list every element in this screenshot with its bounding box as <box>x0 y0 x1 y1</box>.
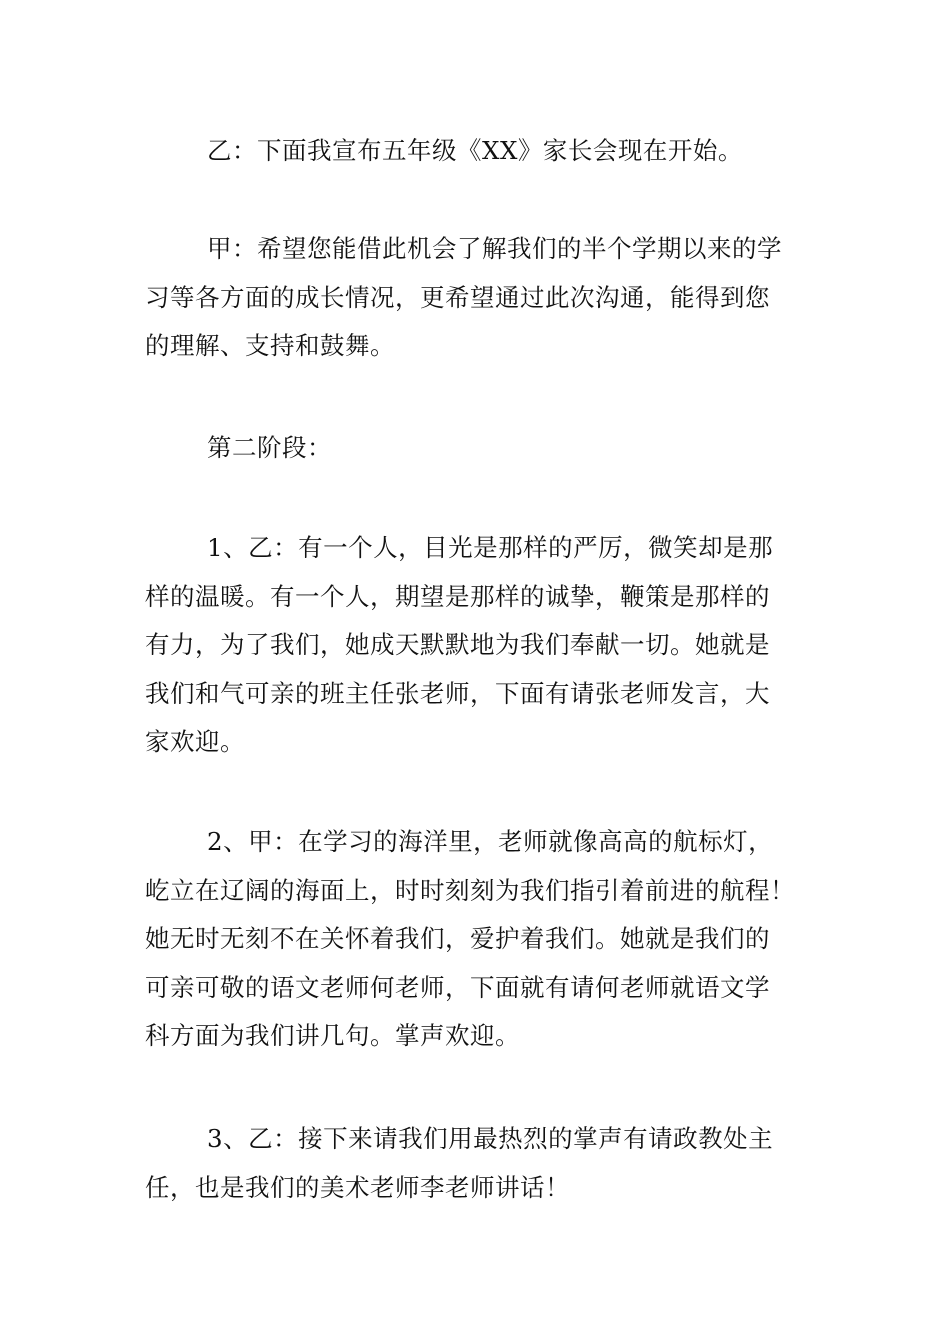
text-line: 1、乙：有一个人，目光是那样的严厉，微笑却是那 <box>207 533 774 562</box>
paragraph-item-3 <box>145 1115 813 1212</box>
text-line: 可亲可敬的语文老师何老师，下面就有请何老师就语文学 <box>145 972 770 1002</box>
text-line: 家欢迎。 <box>145 727 245 756</box>
section-heading-stage-two <box>145 424 813 473</box>
text-line: 第二阶段： <box>207 433 332 462</box>
paragraph-item-1 <box>145 524 813 767</box>
text-line: 样的温暖。有一个人，期望是那样的诚挚，鞭策是那样的 <box>145 581 770 611</box>
text-line: 甲：希望您能借此机会了解我们的半个学期以来的学 <box>207 234 782 263</box>
text-line: 乙：下面我宣布五年级《XX》家长会现在开始。 <box>207 136 743 165</box>
text-line: 任，也是我们的美术老师李老师讲话！ <box>145 1172 570 1202</box>
text-line: 习等各方面的成长情况，更希望通过此次沟通，能得到您 <box>145 282 770 312</box>
paragraph-greeting <box>145 225 813 371</box>
text-line: 屹立在辽阔的海面上，时时刻刻为我们指引着前进的航程！ <box>145 875 795 905</box>
paragraph-announcement <box>145 127 813 176</box>
text-line: 2、甲：在学习的海洋里，老师就像高高的航标灯， <box>207 827 774 856</box>
text-line: 有力，为了我们，她成天默默地为我们奉献一切。她就是 <box>145 630 770 659</box>
text-line: 3、乙：接下来请我们用最热烈的掌声有请政教处主 <box>207 1124 774 1153</box>
paragraph-item-2 <box>145 818 813 1061</box>
text-line: 科方面为我们讲几句。掌声欢迎。 <box>145 1021 520 1050</box>
text-line: 她无时无刻不在关怀着我们，爱护着我们。她就是我们的 <box>145 924 770 953</box>
text-line: 的理解、支持和鼓舞。 <box>145 331 395 360</box>
text-line: 我们和气可亲的班主任张老师，下面有请张老师发言，大 <box>145 678 770 708</box>
